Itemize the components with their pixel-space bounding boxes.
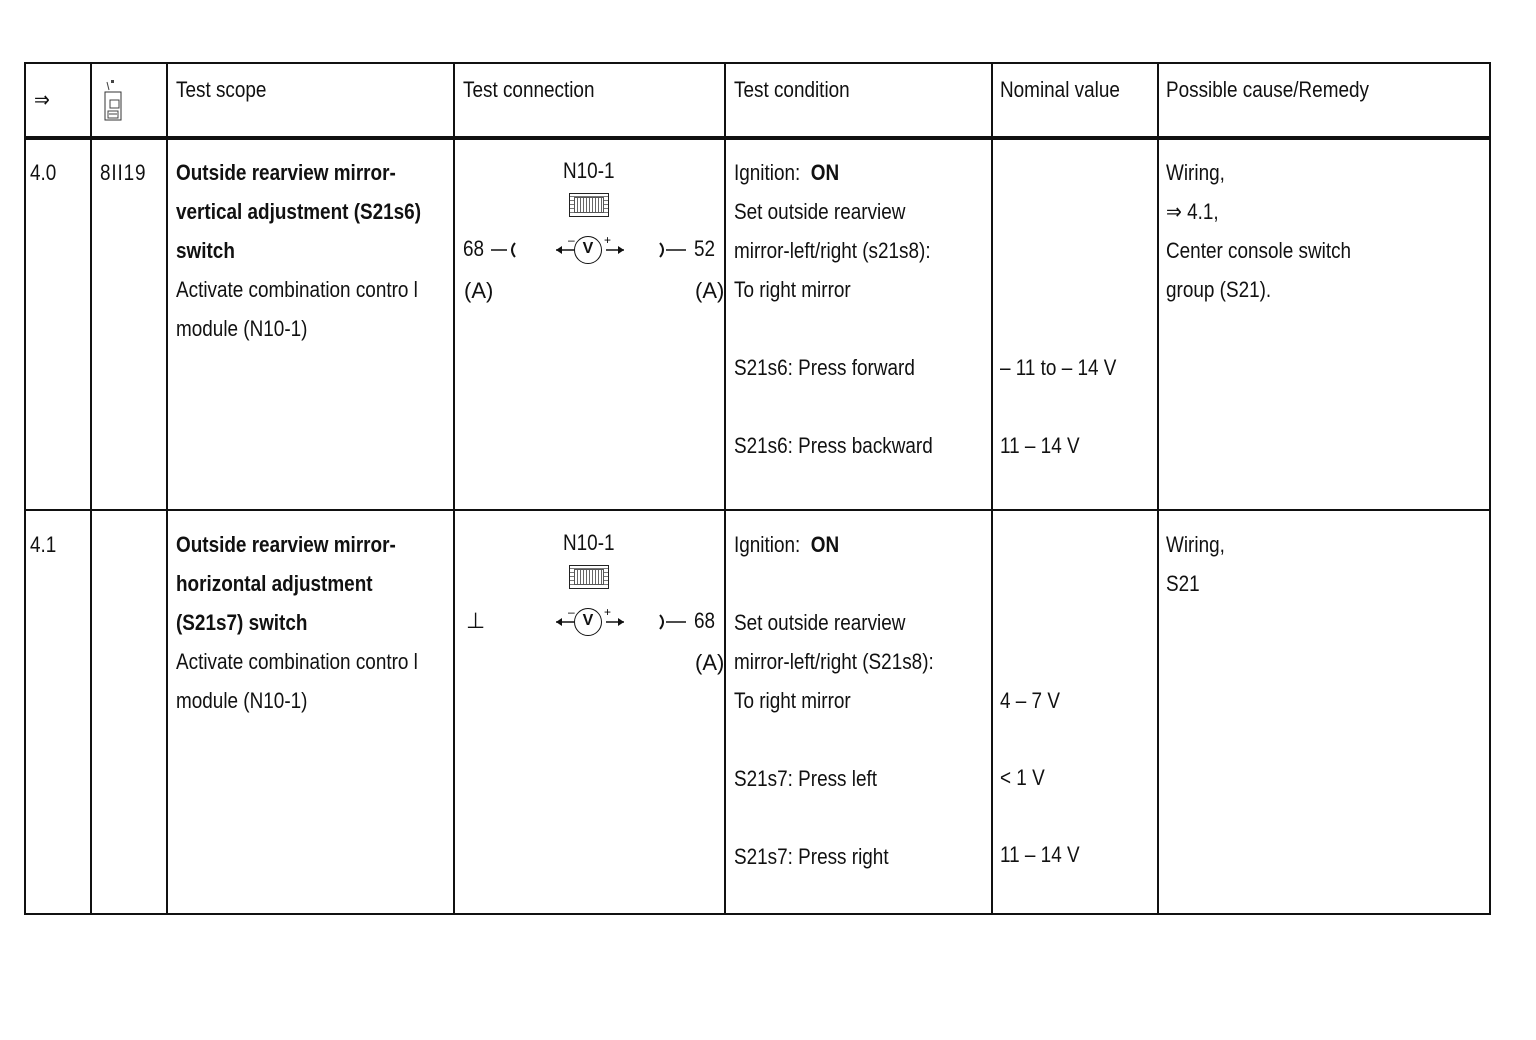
- row-divider: [26, 509, 1489, 511]
- scope-text: Activate combination contro l: [176, 277, 418, 302]
- right-pin: 52: [694, 236, 716, 261]
- cause-line: Wiring,: [1166, 532, 1225, 557]
- possible-cause: [1166, 153, 1351, 309]
- scope-title: vertical adjustment (S21s6): [176, 199, 422, 224]
- right-pin-tag: (A): [695, 650, 725, 675]
- condition-line: S21s7: Press right: [734, 844, 889, 869]
- step-number: 4.1: [30, 532, 57, 557]
- scope-text: module (N10-1): [176, 688, 308, 713]
- condition-line: mirror-left/right (S21s8):: [734, 649, 934, 674]
- condition-line: Set outside rearview: [734, 610, 906, 635]
- test-condition: [734, 153, 933, 465]
- possible-cause: [1166, 525, 1225, 603]
- cause-line: Center console switch: [1166, 238, 1352, 263]
- cause-line: S21: [1166, 571, 1200, 596]
- cause-line: group (S21).: [1166, 277, 1272, 302]
- header-test-connection: Test connection: [463, 77, 595, 102]
- nominal-value: – 11 to – 14 V: [1000, 355, 1117, 380]
- condition-ignition: Ignition:: [734, 532, 801, 557]
- col-divider: [724, 64, 726, 913]
- condition-line: S21s6: Press forward: [734, 355, 915, 380]
- connector-left-icon: [489, 240, 519, 260]
- voltmeter-symbol: V: [574, 236, 602, 264]
- module-label: N10-1: [563, 530, 615, 555]
- condition-line: Set outside rearview: [734, 199, 906, 224]
- right-pin-tag: (A): [695, 278, 725, 303]
- left-pin: 68: [463, 236, 485, 261]
- voltmeter-symbol: V: [574, 608, 602, 636]
- test-condition: [734, 525, 934, 876]
- scope-text: Activate combination contro l: [176, 649, 418, 674]
- right-pin: 68: [694, 608, 716, 633]
- scope-title: switch: [176, 238, 235, 263]
- module-icon: [569, 193, 609, 217]
- svg-text:+: +: [604, 606, 612, 619]
- tester-icon: [102, 78, 124, 122]
- nominal-value: 11 – 14 V: [1000, 842, 1080, 867]
- condition-line: To right mirror: [734, 688, 851, 713]
- module-icon: [569, 565, 609, 589]
- col-divider: [991, 64, 993, 913]
- test-scope: [176, 525, 418, 720]
- nominal-value: 11 – 14 V: [1000, 433, 1080, 458]
- condition-line: S21s6: Press backward: [734, 433, 933, 458]
- condition-on: ON: [810, 532, 840, 557]
- nominal-value: < 1 V: [1000, 765, 1045, 790]
- connector-right-icon: [656, 240, 690, 260]
- step-code: 8II19: [100, 160, 147, 185]
- header-arrow: ⇒: [34, 87, 50, 112]
- scope-title: horizontal adjustment: [176, 571, 373, 596]
- test-table: [24, 62, 1491, 915]
- col-divider: [90, 64, 92, 913]
- svg-text:–: –: [568, 234, 575, 247]
- ground-symbol: ⊥: [466, 608, 486, 633]
- header-divider: [26, 136, 1489, 140]
- header-test-scope: Test scope: [176, 77, 267, 102]
- col-divider: [166, 64, 168, 913]
- header-nominal-value: Nominal value: [1000, 77, 1120, 102]
- svg-text:+: +: [604, 234, 612, 247]
- scope-title: Outside rearview mirror-: [176, 160, 396, 185]
- test-scope: [176, 153, 421, 348]
- header-possible-cause: Possible cause/Remedy: [1166, 77, 1369, 102]
- scope-text: module (N10-1): [176, 316, 308, 341]
- scope-title: Outside rearview mirror-: [176, 532, 396, 557]
- step-number: 4.0: [30, 160, 57, 185]
- svg-text:–: –: [568, 606, 575, 619]
- scope-title: (S21s7) switch: [176, 610, 308, 635]
- left-pin-tag: (A): [464, 278, 494, 303]
- condition-on: ON: [810, 160, 840, 185]
- module-label: N10-1: [563, 158, 615, 183]
- col-divider: [1157, 64, 1159, 913]
- condition-line: To right mirror: [734, 277, 851, 302]
- cause-line: ⇒ 4.1,: [1166, 199, 1219, 224]
- col-divider: [453, 64, 455, 913]
- condition-ignition: Ignition:: [734, 160, 801, 185]
- nominal-value: 4 – 7 V: [1000, 688, 1060, 713]
- connector-right-icon: [656, 612, 690, 632]
- header-test-condition: Test condition: [734, 77, 850, 102]
- condition-line: mirror-left/right (s21s8):: [734, 238, 931, 263]
- condition-line: S21s7: Press left: [734, 766, 878, 791]
- cause-line: Wiring,: [1166, 160, 1225, 185]
